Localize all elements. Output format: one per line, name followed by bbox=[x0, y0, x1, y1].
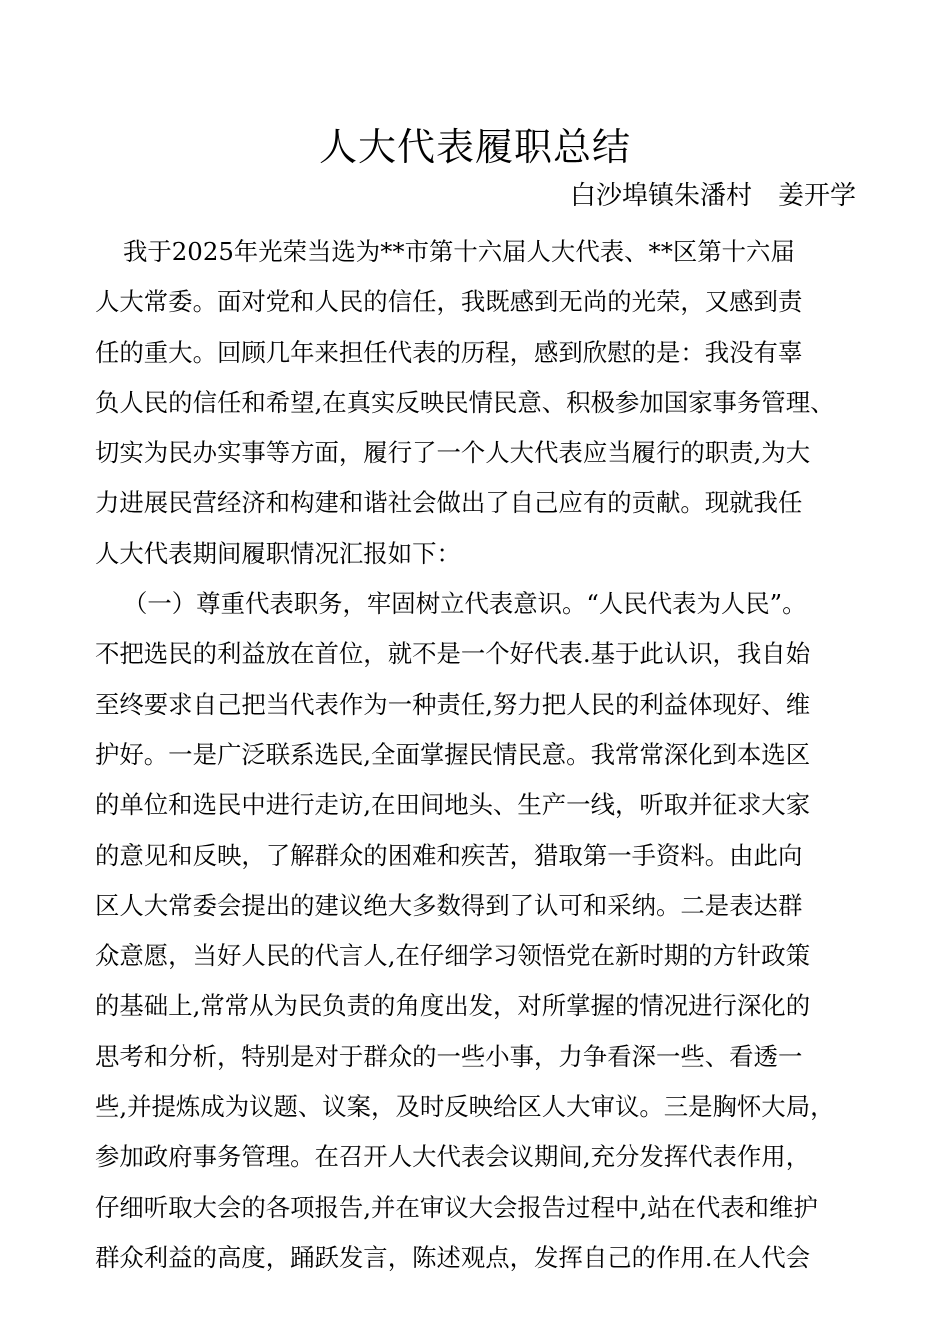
body-line: 负人民的信任和希望,在真实反映民情民意、积极参加国家事务管理、 bbox=[95, 387, 835, 417]
body-line: 的单位和选民中进行走访,在田间地头、生产一线，听取并征求大家 bbox=[95, 790, 811, 820]
body-line: 不把选民的利益放在首位，就不是一个好代表.基于此认识，我自始 bbox=[95, 639, 811, 669]
body-line: （一）尊重代表职务，牢固树立代表意识。“人民代表为人民”。 bbox=[123, 589, 807, 619]
body-line: 的基础上,常常从为民负责的角度出发，对所掌握的情况进行深化的 bbox=[95, 991, 811, 1021]
body-line: 的意见和反映，了解群众的困难和疾苦，猎取第一手资料。由此向 bbox=[95, 840, 803, 870]
body-line: 群众利益的高度，踊跃发言，陈述观点，发挥自己的作用.在人代会 bbox=[95, 1242, 811, 1272]
body-line: 思考和分析，特别是对于群众的一些小事，力争看深一些、看透一 bbox=[95, 1041, 803, 1071]
body-line: 护好。一是广泛联系选民,全面掌握民情民意。我常常深化到本选区 bbox=[95, 739, 811, 769]
body-line: 些,并提炼成为议题、议案，及时反映给区人大审议。三是胸怀大局， bbox=[95, 1092, 835, 1122]
body-line: 力进展民营经济和构建和谐社会做出了自己应有的贡献。现就我任 bbox=[95, 488, 803, 518]
document-author: 白沙埠镇朱潘村 姜开学 bbox=[569, 181, 856, 211]
body-line: 至终要求自己把当代表作为一种责任,努力把人民的利益体现好、维 bbox=[95, 689, 811, 719]
body-line: 参加政府事务管理。在召开人大代表会议期间,充分发挥代表作用， bbox=[95, 1142, 811, 1172]
body-line: 仔细听取大会的各项报告,并在审议大会报告过程中,站在代表和维护 bbox=[95, 1192, 818, 1222]
body-line: 人大代表期间履职情况汇报如下： bbox=[95, 538, 461, 568]
body-line: 我于2025年光荣当选为**市第十六届人大代表、**区第十六届 bbox=[123, 237, 795, 266]
body-line: 众意愿，当好人民的代言人,在仔细学习领悟党在新时期的方针政策 bbox=[95, 941, 811, 971]
body-line: 区人大常委会提出的建议绝大多数得到了认可和采纳。二是表达群 bbox=[95, 890, 803, 920]
document-title: 人大代表履职总结 bbox=[318, 125, 631, 169]
body-line: 任的重大。回顾几年来担任代表的历程，感到欣慰的是：我没有辜 bbox=[95, 337, 803, 367]
body-line: 人大常委。面对党和人民的信任，我既感到无尚的光荣，又感到责 bbox=[95, 287, 803, 317]
document-body bbox=[95, 227, 863, 1283]
body-line: 切实为民办实事等方面，履行了一个人大代表应当履行的职责,为大 bbox=[95, 438, 811, 468]
